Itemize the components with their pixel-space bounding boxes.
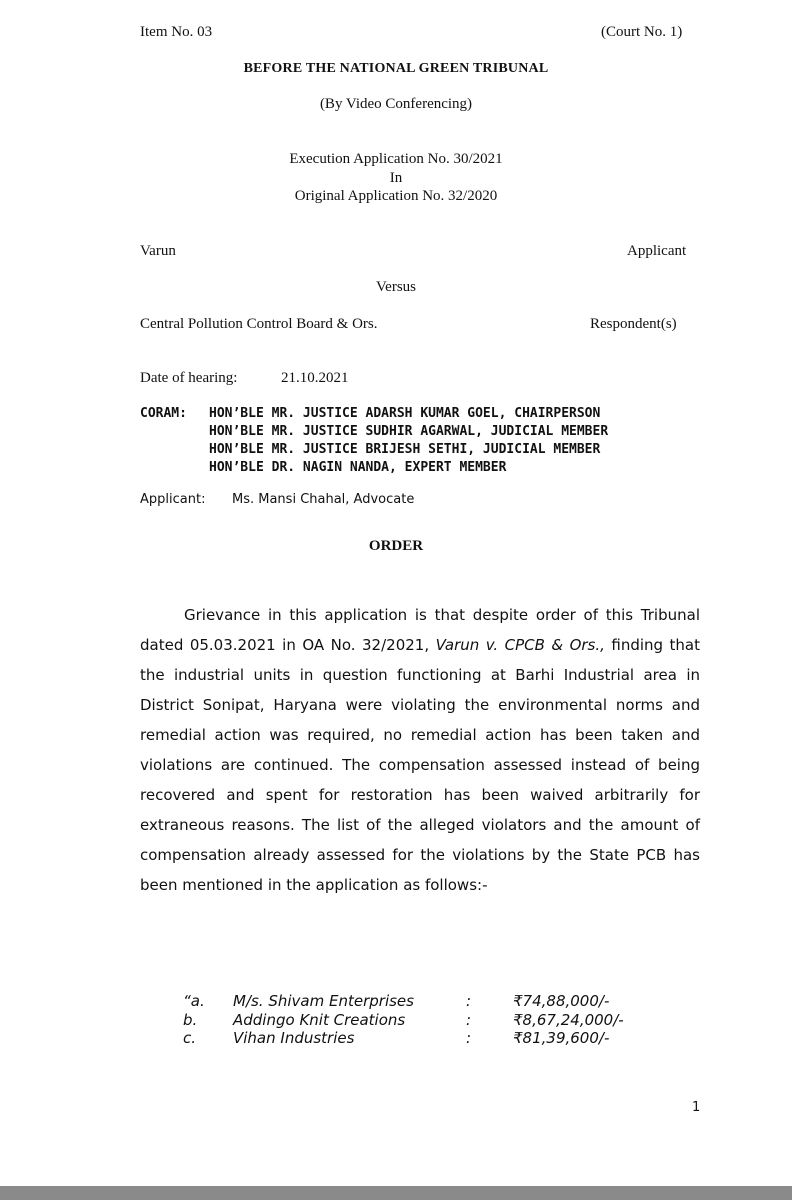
coram-label: CORAM: [140,406,187,421]
versus-label: Versus [376,279,416,295]
grievance-paragraph [140,600,700,900]
case-in-label: In [389,170,403,186]
list-separator: : [466,1011,472,1029]
execution-application-no: Execution Application No. 30/2021 [289,151,503,167]
court-number: (Court No. 1) [601,24,683,40]
coram-member: HON’BLE DR. NAGIN NANDA, EXPERT MEMBER [209,460,507,475]
paragraph-text-part1: Grievance in this application is that despite order of this Tribunal dated 05.03.2021 in OA No. 32/2021, [140,606,700,654]
hearing-date: 21.10.2021 [281,370,349,386]
applicant-label: Applicant [627,243,687,259]
respondent-name: Central Pollution Control Board & Ors. [140,316,378,332]
original-application-no: Original Application No. 32/2020 [294,188,498,204]
violator-name: Vihan Industries [233,1029,355,1047]
list-item [183,1011,643,1029]
item-number: Item No. 03 [140,24,213,40]
video-conferencing-note: (By Video Conferencing) [319,96,473,112]
list-separator: : [466,992,472,1010]
coram-member: HON’BLE MR. JUSTICE SUDHIR AGARWAL, JUDICIAL MEMBER [209,424,609,439]
list-item-label: c. [183,1029,197,1047]
list-separator: : [466,1029,472,1047]
viewer-bottom-edge [0,1186,792,1200]
compensation-amount: ₹81,39,600/- [513,1029,610,1047]
coram-member: HON’BLE MR. JUSTICE BRIJESH SETHI, JUDICIAL MEMBER [209,442,601,457]
list-item-label: b. [183,1011,198,1029]
appearance-value: Ms. Mansi Chahal, Advocate [232,492,415,507]
appearance-label: Applicant: [140,492,206,507]
compensation-amount: ₹74,88,000/- [513,992,610,1010]
list-item [183,992,643,1010]
list-item [183,1029,643,1047]
violator-name: Addingo Knit Creations [233,1011,406,1029]
coram-member: HON’BLE MR. JUSTICE ADARSH KUMAR GOEL, CHAIRPERSON [209,406,601,421]
list-item-label: “a. [183,992,205,1010]
respondent-label: Respondent(s) [590,316,677,332]
tribunal-title: BEFORE THE NATIONAL GREEN TRIBUNAL [243,61,549,76]
order-heading: ORDER [368,538,424,554]
case-name-italic: Varun v. CPCB & Ors., [435,636,605,654]
page-number: 1 [692,1100,701,1115]
hearing-label: Date of hearing: [140,370,238,386]
compensation-amount: ₹8,67,24,000/- [513,1011,624,1029]
paragraph-text-part2: finding that the industrial units in question functioning at Barhi Industrial area in District Sonipat, Haryana were violating the environmental norms and remedial action was required, no remedial action has been taken and violations are continued. The compensation assessed instead of being recovered and spent for restoration has been waived arbitrarily for extraneous reasons. The list of the alleged violators and the amount of compensation already assessed for the violations by the State PCB has been mentioned in the application as follows:- [140,636,700,894]
applicant-name: Varun [140,243,176,259]
violator-name: M/s. Shivam Enterprises [233,992,414,1010]
